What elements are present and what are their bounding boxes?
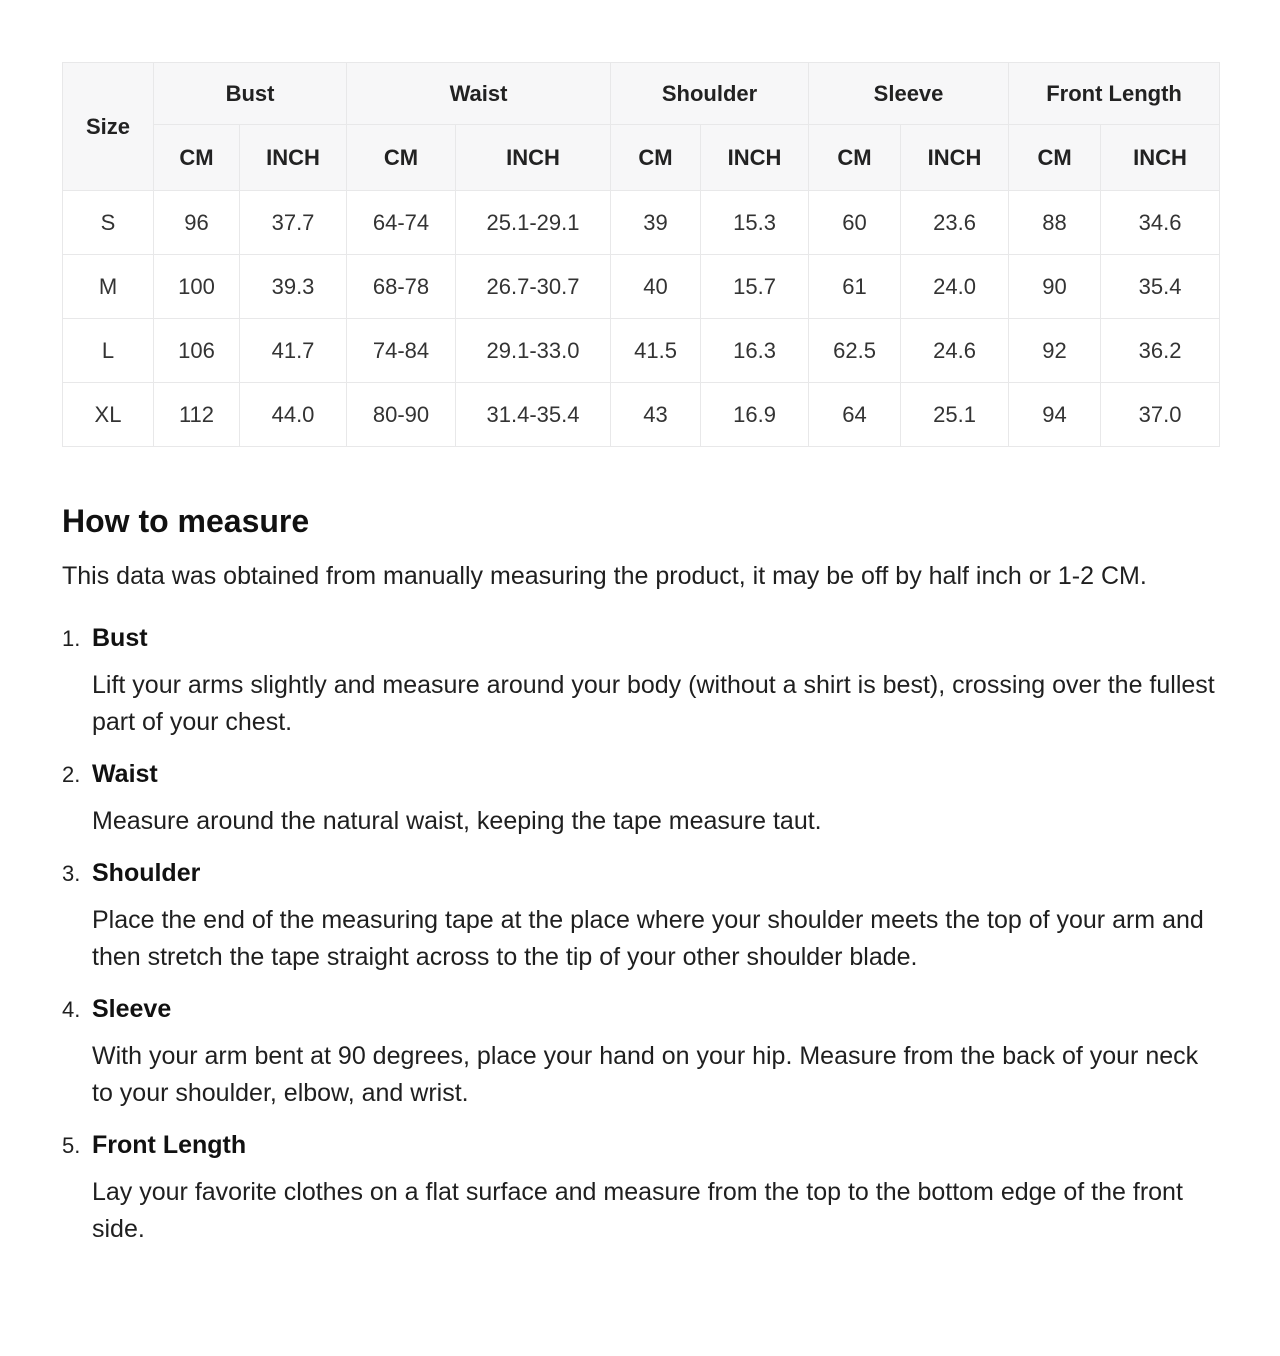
- measurement-cell: 68-78: [347, 255, 456, 319]
- measurement-cell: 74-84: [347, 319, 456, 383]
- section-title: How to measure: [62, 503, 310, 539]
- table-row-l: [63, 319, 1220, 383]
- step-number: 3.: [62, 861, 81, 886]
- measurement-cell: 37.7: [240, 191, 347, 255]
- measurement-cell: 23.6: [901, 191, 1009, 255]
- measurement-cell: 60: [809, 191, 901, 255]
- unit-header-cm: CM: [611, 125, 701, 191]
- table-group-header-row: [63, 63, 1220, 125]
- measurement-cell: 25.1: [901, 383, 1009, 447]
- measurement-cell: 36.2: [1101, 319, 1220, 383]
- measurement-cell: 35.4: [1101, 255, 1220, 319]
- step-number: 2.: [62, 762, 81, 787]
- step-heading: [62, 1126, 1219, 1165]
- measurement-cell: 96: [154, 191, 240, 255]
- size-cell: L: [63, 319, 154, 383]
- table-header: [63, 63, 1220, 191]
- col-group-waist: Waist: [347, 63, 611, 125]
- measurement-cell: 15.7: [701, 255, 809, 319]
- size-cell: XL: [63, 383, 154, 447]
- measurement-cell: 34.6: [1101, 191, 1220, 255]
- measurement-cell: 94: [1009, 383, 1101, 447]
- table-unit-header-row: [63, 125, 1220, 191]
- measurement-cell: 43: [611, 383, 701, 447]
- measurement-cell: 31.4-35.4: [456, 383, 611, 447]
- measurement-cell: 92: [1009, 319, 1101, 383]
- unit-header-cm: CM: [1009, 125, 1101, 191]
- measurement-cell: 62.5: [809, 319, 901, 383]
- measurement-cell: 106: [154, 319, 240, 383]
- step-heading: [62, 619, 1219, 658]
- intro-text: This data was obtained from manually measuring the product, it may be off by half inch or 1-2 CM.: [62, 562, 1147, 590]
- measurement-cell: 88: [1009, 191, 1101, 255]
- step-heading: [62, 755, 1219, 794]
- unit-header-cm: CM: [347, 125, 456, 191]
- table-body: [63, 191, 1220, 447]
- col-group-shoulder: Shoulder: [611, 63, 809, 125]
- step-heading: [62, 990, 1219, 1029]
- step-number: 1.: [62, 626, 81, 651]
- table-row-s: [63, 191, 1220, 255]
- step-label: Bust: [92, 624, 148, 652]
- step-description: Place the end of the measuring tape at the place where your shoulder meets the top of your arm and then stretch the tape straight across to the tip of your other shoulder blade.: [92, 906, 1204, 971]
- measurement-cell: 39.3: [240, 255, 347, 319]
- measurement-cell: 64-74: [347, 191, 456, 255]
- measurement-cell: 112: [154, 383, 240, 447]
- measurement-cell: 41.7: [240, 319, 347, 383]
- table-row-m: [63, 255, 1220, 319]
- measure-step-shoulder: [62, 854, 1219, 976]
- measurement-cell: 25.1-29.1: [456, 191, 611, 255]
- measurement-cell: 26.7-30.7: [456, 255, 611, 319]
- unit-header-cm: CM: [809, 125, 901, 191]
- measurement-cell: 100: [154, 255, 240, 319]
- step-label: Shoulder: [92, 859, 201, 887]
- unit-header-inch: INCH: [701, 125, 809, 191]
- measurement-cell: 29.1-33.0: [456, 319, 611, 383]
- step-number: 5.: [62, 1133, 81, 1158]
- step-description: Lift your arms slightly and measure around your body (without a shirt is best), crossing over the fullest part of your chest.: [92, 671, 1215, 736]
- measurement-cell: 16.3: [701, 319, 809, 383]
- col-header-size: Size: [63, 63, 154, 191]
- size-chart-table: [62, 62, 1220, 447]
- measurement-cell: 61: [809, 255, 901, 319]
- measurement-cell: 15.3: [701, 191, 809, 255]
- col-group-sleeve: Sleeve: [809, 63, 1009, 125]
- measure-step-front-length: [62, 1126, 1219, 1248]
- step-label: Waist: [92, 760, 158, 788]
- unit-header-inch: INCH: [240, 125, 347, 191]
- step-label: Front Length: [92, 1131, 247, 1159]
- measure-step-waist: [62, 755, 1219, 840]
- measurement-cell: 37.0: [1101, 383, 1220, 447]
- unit-header-inch: INCH: [1101, 125, 1220, 191]
- measurement-cell: 16.9: [701, 383, 809, 447]
- measurement-cell: 90: [1009, 255, 1101, 319]
- unit-header-cm: CM: [154, 125, 240, 191]
- size-cell: S: [63, 191, 154, 255]
- step-description: Lay your favorite clothes on a flat surface and measure from the top to the bottom edge of the front side.: [92, 1178, 1183, 1243]
- measurement-cell: 24.6: [901, 319, 1009, 383]
- measure-steps-list: [62, 619, 1219, 1248]
- col-group-bust: Bust: [154, 63, 347, 125]
- measurement-cell: 44.0: [240, 383, 347, 447]
- measurement-cell: 24.0: [901, 255, 1009, 319]
- step-description: Measure around the natural waist, keeping the tape measure taut.: [92, 807, 822, 835]
- table-row-xl: [63, 383, 1220, 447]
- size-cell: M: [63, 255, 154, 319]
- measure-step-bust: [62, 619, 1219, 741]
- step-number: 4.: [62, 997, 81, 1022]
- step-label: Sleeve: [92, 995, 172, 1023]
- measurement-cell: 39: [611, 191, 701, 255]
- measurement-cell: 64: [809, 383, 901, 447]
- measure-step-sleeve: [62, 990, 1219, 1112]
- unit-header-inch: INCH: [901, 125, 1009, 191]
- measurement-cell: 80-90: [347, 383, 456, 447]
- measurement-cell: 41.5: [611, 319, 701, 383]
- col-group-front-length: Front Length: [1009, 63, 1220, 125]
- unit-header-inch: INCH: [456, 125, 611, 191]
- step-heading: [62, 854, 1219, 893]
- measurement-cell: 40: [611, 255, 701, 319]
- step-description: With your arm bent at 90 degrees, place your hand on your hip. Measure from the back of your neck to your shoulder, elbow, and wrist.: [92, 1042, 1199, 1107]
